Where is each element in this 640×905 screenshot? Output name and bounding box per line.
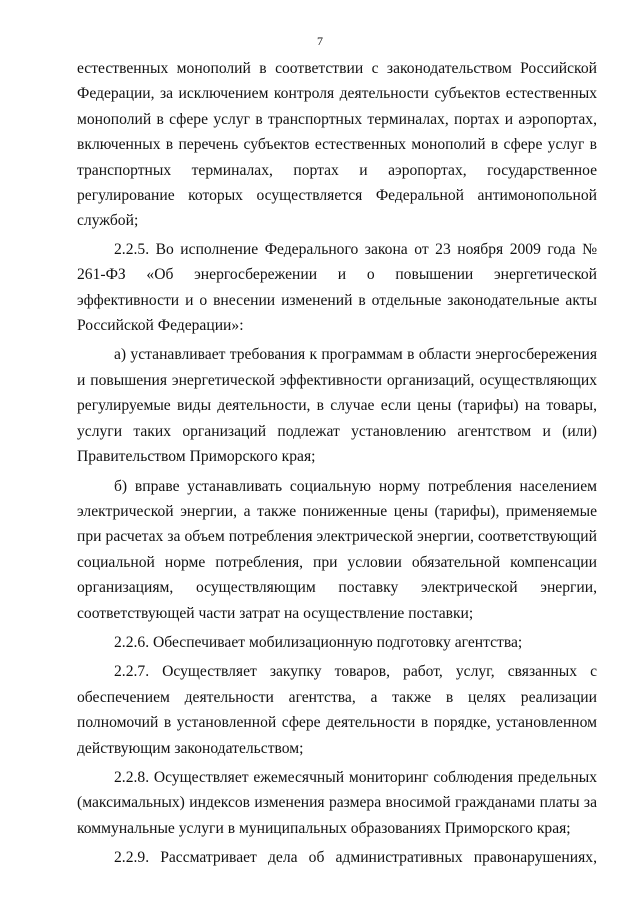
paragraph-2-2-8: 2.2.8. Осуществляет ежемесячный мониторинг соблюдения предельных (максимальных) индексов изменения размера вносимой гражданами платы за коммунальные услуги в муниципальных образованиях Приморского края; — [77, 768, 597, 837]
page-number: 7 — [317, 34, 323, 48]
paragraph-2-2-5: 2.2.5. Во исполнение Федерального закона от 23 ноября 2009 года № 261-ФЗ «Об энергосбережении и о повышении энергетической эффективности и о внесении изменений в отдельные законодательные акты Российской Федерации»: — [77, 240, 597, 335]
paragraph-2-2-9: 2.2.9. Рассматривает дела об административных правонарушениях, — [114, 849, 597, 867]
paragraph-item-b: б) вправе устанавливать социальную норму потребления населением электрической энергии, а также пониженные цены (тарифы), применяемые при расчетах за объем потребления электрической энергии, соответствующий социальной норме потребления, при условии обязательной компенсации организациям, осуществляющим поставку электрической энергии, соответствующей части затрат на осуществление поставки; — [77, 477, 597, 622]
document-body — [77, 56, 597, 871]
paragraph-2-2-6: 2.2.6. Обеспечивает мобилизационную подготовку агентства; — [114, 633, 523, 651]
paragraph-monopolies-continuation: естественных монополий в соответствии с законодательством Российской Федерации, за исключением контроля деятельности субъектов естественных монополий в сфере услуг в транспортных терминалах, портах и аэропортах, включенных в перечень субъектов естественных монополий в сфере услуг в транспортных терминалах, портах и аэропортах, государственное регулирование которых осуществляется Федеральной антимонопольной службой; — [77, 60, 597, 230]
paragraph-item-a: а) устанавливает требования к программам в области энергосбережения и повышения энергетической эффективности организаций, осуществляющих регулируемые виды деятельности, в случае если цены (тарифы) на товары, услуги таких организаций подлежат установлению агентством и (или) Правительством Приморского края; — [77, 346, 597, 466]
paragraph-2-2-7: 2.2.7. Осуществляет закупку товаров, работ, услуг, связанных с обеспечением деятельности агентства, а также в целях реализации полномочий в установленной сфере деятельности в порядке, установленном действующим законодательством; — [77, 663, 597, 757]
